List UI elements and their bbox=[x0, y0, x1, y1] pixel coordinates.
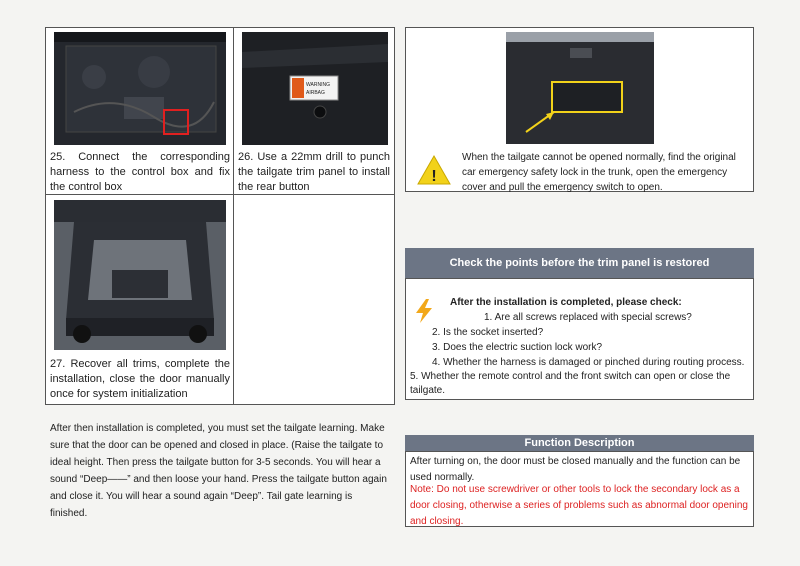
function-note: Note: Do not use screwdriver or other tools to lock the secondary lock as a door closing, otherwise a series of problems such as abnormal door opening and closing. bbox=[410, 484, 748, 527]
emergency-box bbox=[405, 27, 754, 192]
check-item-2: 2. Is the socket inserted? bbox=[432, 327, 544, 338]
step-grid bbox=[45, 27, 395, 405]
step-25-cell bbox=[45, 27, 234, 195]
label-line1: WARNING bbox=[306, 82, 330, 88]
check-intro: After the installation is completed, please check: bbox=[450, 297, 682, 308]
lightning-icon bbox=[414, 299, 434, 323]
learning-text: After then installation is completed, you must set the tailgate learning. Make sure that the door can be opened and closed in place. (Raise the tailgate to ideal height. Then press the tailgate button for 3-5 seconds. You will hear a sound “Deep——” and then loose your hand. Press the tailgate button again and close it. You will hear a sound again “Deep”. Tail gate learning is finished. bbox=[50, 423, 387, 519]
step-26-caption: 26. Use a 22mm drill to punch the tailgate trim panel to install the rear button bbox=[238, 151, 391, 193]
check-box bbox=[405, 278, 754, 400]
step-27-photo bbox=[54, 200, 226, 350]
trim-panel-image bbox=[242, 32, 388, 145]
step-26-photo bbox=[242, 32, 388, 145]
emergency-lock-image bbox=[506, 32, 654, 144]
check-item-4: 4. Whether the harness is damaged or pinched during routing process. bbox=[432, 357, 745, 368]
svg-text:!: ! bbox=[431, 168, 437, 185]
step-26-cell bbox=[233, 27, 395, 195]
warning-icon bbox=[416, 154, 452, 186]
label-line2: AIRBAG bbox=[306, 90, 325, 96]
open-tailgate-image bbox=[54, 200, 226, 350]
step-27-cell bbox=[45, 194, 234, 405]
emergency-text: When the tailgate cannot be opened normally, find the original car emergency safety lock in the trunk, open the emergency cover and pull the emergency switch to open. bbox=[462, 152, 736, 193]
door-interior-image bbox=[54, 32, 226, 145]
function-header: Function Description bbox=[405, 435, 754, 451]
empty-cell bbox=[233, 194, 395, 405]
emergency-photo bbox=[506, 32, 654, 144]
step-25-caption: 25. Connect the corresponding harness to the control box and fix the control box bbox=[50, 151, 230, 193]
step-27-caption: 27. Recover all trims, complete the installation, close the door manually once for system initialization bbox=[50, 358, 230, 400]
check-item-1: 1. Are all screws replaced with special screws? bbox=[484, 312, 692, 323]
check-item-3: 3. Does the electric suction lock work? bbox=[432, 342, 603, 353]
function-box bbox=[405, 451, 754, 527]
step-25-photo bbox=[54, 32, 226, 145]
check-header: Check the points before the trim panel is restored bbox=[405, 248, 754, 278]
check-item-5: 5. Whether the remote control and the front switch can open or close the tailgate. bbox=[410, 371, 731, 396]
function-text: After turning on, the door must be closed manually and the function can be used normally. bbox=[410, 456, 741, 483]
lock-highlight-box bbox=[552, 82, 622, 112]
